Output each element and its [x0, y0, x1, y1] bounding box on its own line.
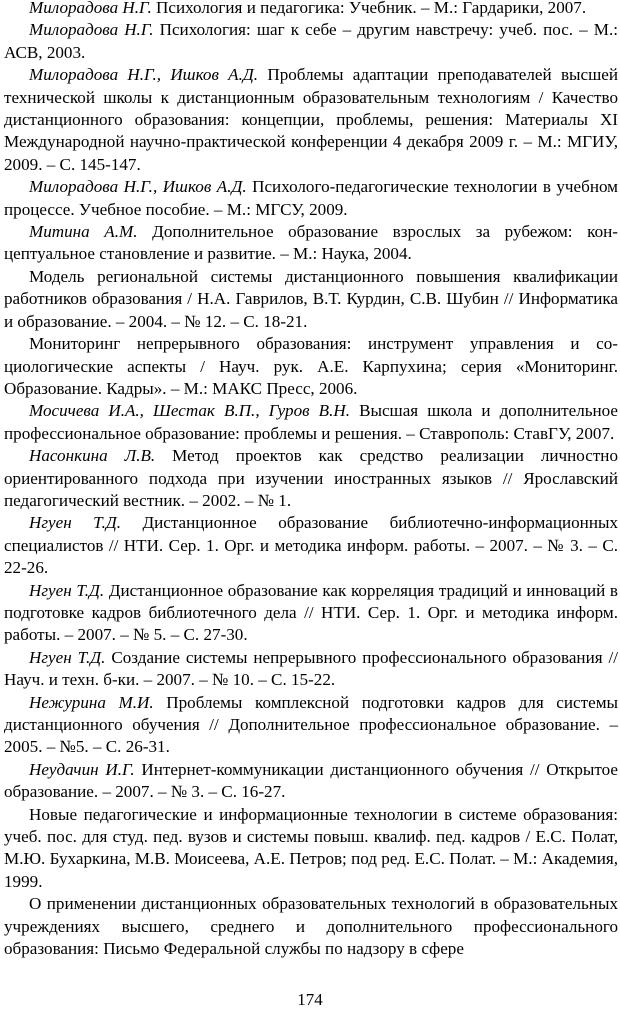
entry-author: Милорадова Н.Г. [29, 20, 154, 40]
entry-text: Дистанционное образование библиотечно-информационных специалистов // НТИ. Сер. 1. Орг. и методика информ. работы. – 2007. – № 3. – С. 22-26. [4, 513, 618, 578]
entry-author: Нгуен Т.Д. [29, 647, 106, 667]
entry-author: Мосичева И.А., Шестак В.П., Гуров В.Н. [29, 401, 350, 421]
bibliography-entry [4, 804, 618, 894]
entry-text: Высшая школа и дополнительное профессиональное образование: проблемы и решения. – Ставрополь: СтавГУ, 2007. [4, 401, 619, 443]
bibliography-entry [4, 580, 618, 647]
bibliography-entry [4, 512, 618, 579]
bibliography-entry [4, 0, 618, 19]
entry-author: Митина А.М. [29, 222, 138, 242]
entry-author: Милорадова Н.Г., Ишков А.Д. [29, 65, 259, 85]
entry-text: Проблемы комплексной подготовки кадров для системы дистанционного обучения // Дополнительное профессиональное образование. – 2005. – №5. – С. 26-31. [4, 692, 618, 757]
entry-text: Психолого-педагогические технологии в учебном процессе. Учебное пособие. – М.: МГСУ, 2009. [4, 177, 619, 219]
entry-text: Дистанционное образование как корреляция традиций и инноваций в подготовке кадров библиотечного дела // НТИ. Сер. 1. Орг. и методика информ. работы. – 2007. – № 5. – С. 27-30. [4, 580, 618, 645]
bibliography-entry [4, 176, 618, 221]
entry-author: Милорадова Н.Г. [29, 0, 152, 17]
bibliography-entry [4, 759, 618, 804]
entry-text: Мониторинг непрерывного образования: инструмент управления и социологические аспекты / Науч. рук. А.Е. Карпухина; серия «Мониторинг. Образование. Кадры». – М.: МАКС Пресс, 2006. [4, 334, 618, 398]
entry-author: Нгуен Т.Д. [29, 513, 121, 533]
entry-text: Новые педагогические и информационные технологии в системе образования: учеб. пос. для студ. пед. вузов и системы повыш. квалиф. пед. кадров / Е.С. Полат, М.Ю. Бухаркина, М.В. Моисеева, А.Е. Петров; под ред. Е.С. Полат. – М.: Академия, 1999. [4, 804, 618, 891]
bibliography-entry [4, 333, 618, 400]
entry-author: Нежурина М.И. [29, 692, 154, 712]
bibliography-entry [4, 647, 618, 692]
bibliography-entry [4, 19, 618, 64]
bibliography-entry [4, 266, 618, 333]
bibliography-entry [4, 64, 618, 176]
entry-text: О применении дистанционных образовательных технологий в образовательных учреждениях высшего, среднего и дополнительного профессионального образования: Письмо Федеральной службы по надзору в сфере [4, 894, 618, 959]
bibliography-list [4, 0, 618, 960]
bibliography-entry [4, 893, 618, 960]
bibliography-entry [4, 400, 618, 445]
bibliography-entry [4, 692, 618, 759]
bibliography-entry [4, 221, 618, 266]
bibliography-entry [4, 445, 618, 512]
entry-text: Модель региональной системы дистанционного повышения квалификации работников образования / Н.А. Гаврилов, В.Т. Курдин, С.В. Шубин // Информатика и образование. – 2004. – № 12. – С. 18-21. [4, 266, 618, 331]
entry-text: Создание системы непрерывного профессионального образования // Науч. и техн. б-ки. – 2007. – № 10. – С. 15-22. [4, 647, 618, 690]
entry-text: Проблемы адаптации преподавателей высшей технической школы к дистанционным образовательным технологиям / Качество дистанционного образования: концепции, проблемы, решения: Материалы XI Международной научно-практической конференции 4 декабря 2009 г. – М.: МГИУ, 2009. – С. 145-147. [4, 65, 618, 174]
entry-author: Неудачин И.Г. [29, 759, 135, 779]
entry-text: Метод проектов как средство реализации личностно ориентированного подхода при изучении иностранных языков // Ярославский педагогический вестник. – 2002. – № 1. [4, 446, 618, 510]
entry-author: Милорадова Н.Г., Ишков А.Д. [29, 177, 247, 197]
entry-text: Интернет-коммуникации дистанционного обучения // Открытое образование. – 2007. – № 3. – С. 16-27. [4, 759, 618, 802]
entry-text: Психология: шаг к себе – другим навстречу: учеб. пос. – М.: АСВ, 2003. [4, 20, 618, 62]
entry-text: Дополнительное образование взрослых за рубежом: концептуальное становление и развитие. – М.: Наука, 2004. [4, 222, 618, 264]
entry-text: Психология и педагогика: Учебник. – М.: Гардарики, 2007. [151, 0, 587, 17]
entry-author: Насонкина Л.В. [29, 446, 156, 466]
page-number: 174 [297, 990, 323, 1009]
entry-author: Нгуен Т.Д. [29, 580, 105, 600]
